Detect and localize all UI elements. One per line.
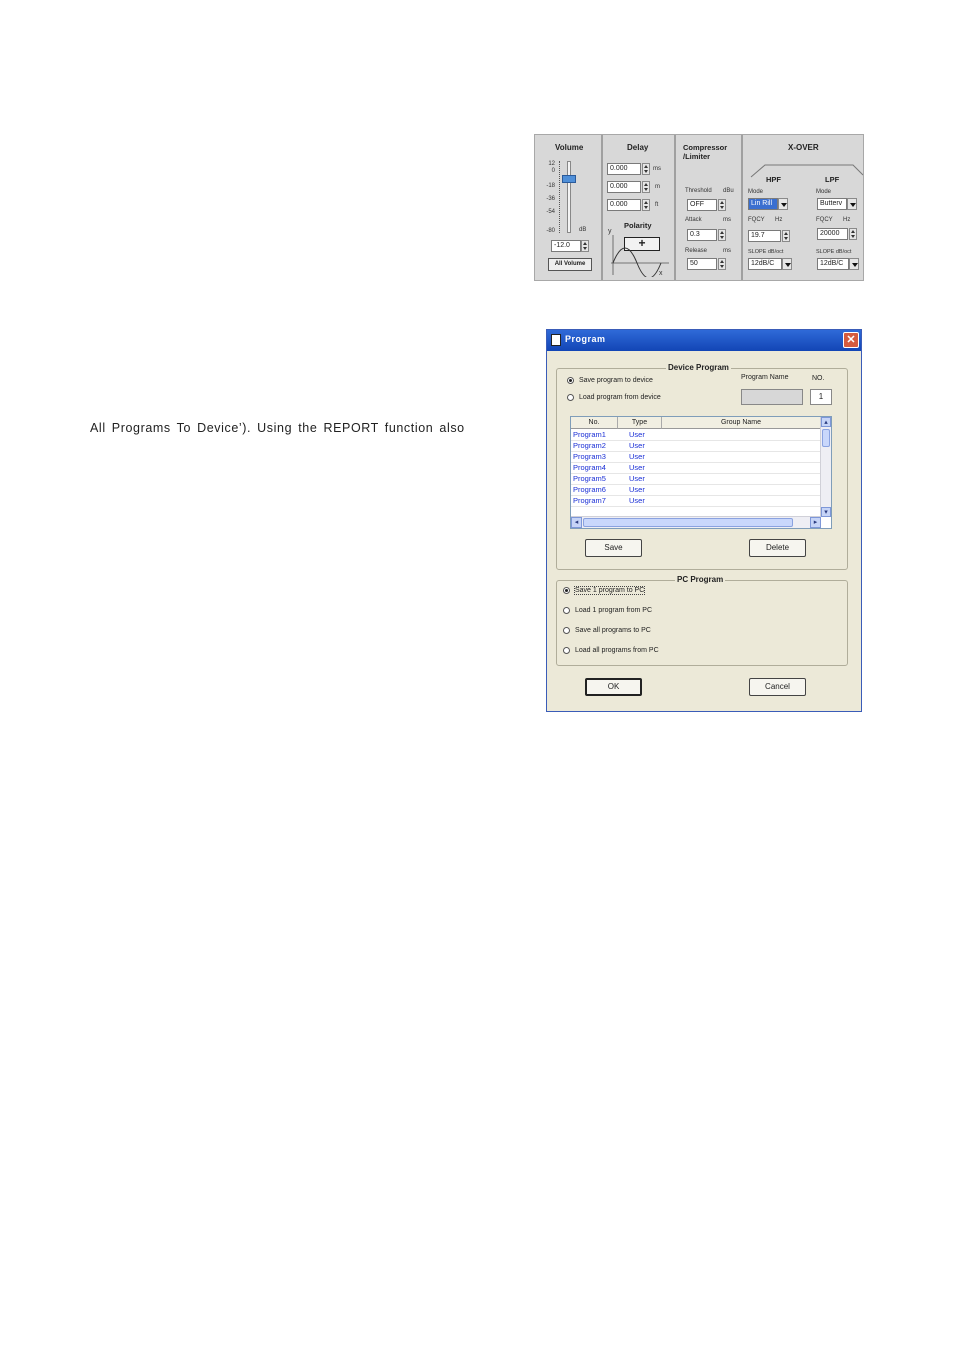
row-program-no: Program5: [573, 474, 606, 483]
table-row[interactable]: [571, 474, 821, 485]
hpf-title: HPF: [766, 175, 781, 184]
close-button[interactable]: ✕: [843, 332, 859, 348]
hpf-fqcy-unit: Hz: [775, 217, 783, 223]
hpf-mode-label: Mode: [748, 189, 764, 195]
lpf-slope-label: SLOPE dB/oct: [816, 249, 852, 255]
save-one-to-pc-radio[interactable]: [563, 587, 570, 594]
table-row[interactable]: [571, 485, 821, 496]
horizontal-scroll-thumb[interactable]: [583, 518, 793, 527]
volume-tick-18: -18: [546, 183, 555, 189]
threshold-spinner[interactable]: [718, 199, 726, 211]
lpf-title: LPF: [825, 175, 840, 184]
vertical-scroll-thumb[interactable]: [822, 429, 830, 447]
delay-section: [603, 135, 676, 280]
threshold-input[interactable]: OFF: [687, 199, 717, 211]
save-button[interactable]: Save: [585, 539, 642, 557]
volume-fader-track[interactable]: [567, 161, 571, 233]
row-program-no: Program1: [573, 430, 606, 439]
limiter-title: /Limiter: [683, 152, 711, 161]
polarity-axis-x: x: [659, 270, 663, 277]
column-header-no[interactable]: No.: [571, 417, 618, 429]
volume-spinner[interactable]: [581, 240, 589, 252]
save-one-to-pc-label[interactable]: Save 1 program to PC: [575, 587, 645, 594]
save-to-device-radio[interactable]: [567, 377, 574, 384]
table-row[interactable]: [571, 496, 821, 507]
hpf-fqcy-spinner[interactable]: [782, 230, 790, 242]
lpf-slope-select[interactable]: 12dB/C: [817, 258, 849, 270]
release-label: Release: [685, 248, 708, 254]
volume-tick-80: -80: [546, 228, 555, 234]
lpf-mode-select[interactable]: Butterv: [817, 198, 847, 210]
attack-label: Attack: [685, 217, 702, 223]
program-dialog: [546, 329, 862, 712]
delay-m-input[interactable]: 0.000: [607, 181, 641, 193]
row-program-no: Program4: [573, 463, 606, 472]
xover-filter-curve-icon: [743, 159, 863, 179]
hpf-mode-select[interactable]: Lin Rill: [748, 198, 778, 210]
delay-ft-input[interactable]: 0.000: [607, 199, 641, 211]
release-unit: ms: [723, 248, 731, 254]
program-name-input[interactable]: [741, 389, 803, 405]
no-label: NO.: [812, 375, 825, 382]
save-all-to-pc-radio[interactable]: [563, 627, 570, 634]
table-row[interactable]: [571, 452, 821, 463]
threshold-label: Threshold: [685, 188, 712, 194]
delay-ms-unit: ms: [653, 166, 661, 172]
row-program-type: User: [629, 441, 645, 450]
lpf-fqcy-unit: Hz: [843, 217, 851, 223]
lpf-mode-dropdown-arrow-icon[interactable]: [847, 198, 857, 210]
load-from-device-radio[interactable]: [567, 394, 574, 401]
volume-section: [535, 135, 603, 280]
load-from-device-label[interactable]: Load program from device: [579, 394, 661, 401]
delete-button[interactable]: Delete: [749, 539, 806, 557]
table-row[interactable]: [571, 463, 821, 474]
row-program-no: Program3: [573, 452, 606, 461]
polarity-axis-y: y: [608, 228, 612, 235]
all-volume-button[interactable]: All Volume: [548, 258, 592, 271]
hpf-mode-dropdown-arrow-icon[interactable]: [778, 198, 788, 210]
delay-m-spinner[interactable]: [642, 181, 650, 193]
device-program-title: Device Program: [668, 363, 729, 372]
attack-unit: ms: [723, 217, 731, 223]
dialog-titlebar[interactable]: [547, 330, 861, 351]
row-program-no: Program7: [573, 496, 606, 505]
polarity-button[interactable]: +: [624, 237, 660, 251]
volume-title: Volume: [555, 143, 584, 152]
attack-spinner[interactable]: [718, 229, 726, 241]
threshold-unit: dBu: [723, 188, 734, 194]
pc-program-title: PC Program: [677, 575, 724, 584]
load-one-from-pc-radio[interactable]: [563, 607, 570, 614]
lpf-fqcy-label: FQCY: [816, 217, 833, 223]
load-one-from-pc-label[interactable]: Load 1 program from PC: [575, 607, 653, 614]
delay-ft-spinner[interactable]: [642, 199, 650, 211]
release-spinner[interactable]: [718, 258, 726, 270]
row-program-type: User: [629, 452, 645, 461]
row-program-no: Program6: [573, 485, 606, 494]
table-row[interactable]: [571, 430, 821, 441]
hpf-slope-label: SLOPE dB/oct: [748, 249, 784, 255]
compressor-title: Compressor: [683, 143, 728, 152]
volume-fader-thumb[interactable]: [562, 175, 576, 183]
lpf-fqcy-input[interactable]: 20000: [817, 228, 848, 240]
column-header-group-name[interactable]: Group Name: [662, 417, 821, 429]
compressor-section: [676, 135, 743, 280]
row-program-type: User: [629, 485, 645, 494]
load-all-from-pc-label[interactable]: Load all programs from PC: [575, 647, 659, 654]
lpf-fqcy-spinner[interactable]: [849, 228, 857, 240]
hpf-slope-dropdown-arrow-icon[interactable]: [782, 258, 792, 270]
polarity-label: Polarity: [624, 221, 652, 230]
table-row[interactable]: [571, 441, 821, 452]
volume-tick-36: -36: [546, 196, 555, 202]
row-program-type: User: [629, 496, 645, 505]
lpf-mode-label: Mode: [816, 189, 832, 195]
xover-section: [743, 135, 863, 280]
delay-m-unit: m: [655, 184, 660, 190]
volume-scale: [559, 161, 564, 233]
scroll-down-arrow-icon[interactable]: ▾: [821, 507, 831, 517]
control-panel: [534, 134, 864, 281]
delay-ms-spinner[interactable]: [642, 163, 650, 175]
program-list[interactable]: [570, 416, 832, 529]
row-program-type: User: [629, 463, 645, 472]
hpf-fqcy-label: FQCY: [748, 217, 765, 223]
hpf-slope-select[interactable]: 12dB/C: [748, 258, 782, 270]
scroll-up-arrow-icon[interactable]: ▴: [821, 417, 831, 427]
hpf-fqcy-input[interactable]: 19.7: [748, 230, 781, 242]
volume-unit: dB: [579, 227, 587, 233]
program-number-field: 1: [810, 389, 832, 405]
row-program-type: User: [629, 474, 645, 483]
save-to-device-label[interactable]: Save program to device: [579, 377, 653, 384]
row-program-no: Program2: [573, 441, 606, 450]
column-header-type[interactable]: Type: [618, 417, 662, 429]
dialog-title: Program: [565, 334, 606, 344]
volume-tick-0: 0: [551, 168, 555, 174]
ok-button[interactable]: OK: [585, 678, 642, 696]
lpf-slope-dropdown-arrow-icon[interactable]: [849, 258, 859, 270]
xover-title: X-OVER: [788, 143, 819, 152]
app-icon: [551, 334, 561, 346]
volume-tick-54: -54: [546, 209, 555, 215]
cancel-button[interactable]: Cancel: [749, 678, 806, 696]
scroll-right-arrow-icon[interactable]: ▸: [810, 517, 821, 528]
program-name-label: Program Name: [741, 374, 789, 381]
body-text: All Programs To Device’). Using the REPORT function also: [90, 421, 465, 435]
load-all-from-pc-radio[interactable]: [563, 647, 570, 654]
polarity-sine-wave-icon: [607, 233, 671, 277]
release-input[interactable]: 50: [687, 258, 717, 270]
delay-ft-unit: ft: [655, 202, 659, 208]
list-vertical-scrollbar[interactable]: [820, 417, 831, 517]
list-horizontal-scrollbar[interactable]: [571, 516, 821, 528]
attack-input[interactable]: 0.3: [687, 229, 717, 241]
volume-input[interactable]: -12.0: [551, 240, 581, 252]
save-all-to-pc-label[interactable]: Save all programs to PC: [575, 627, 651, 634]
delay-ms-input[interactable]: 0.000: [607, 163, 641, 175]
delay-title: Delay: [627, 143, 649, 152]
row-program-type: User: [629, 430, 645, 439]
volume-tick-12: 12: [548, 161, 555, 167]
scroll-left-arrow-icon[interactable]: ◂: [571, 517, 582, 528]
